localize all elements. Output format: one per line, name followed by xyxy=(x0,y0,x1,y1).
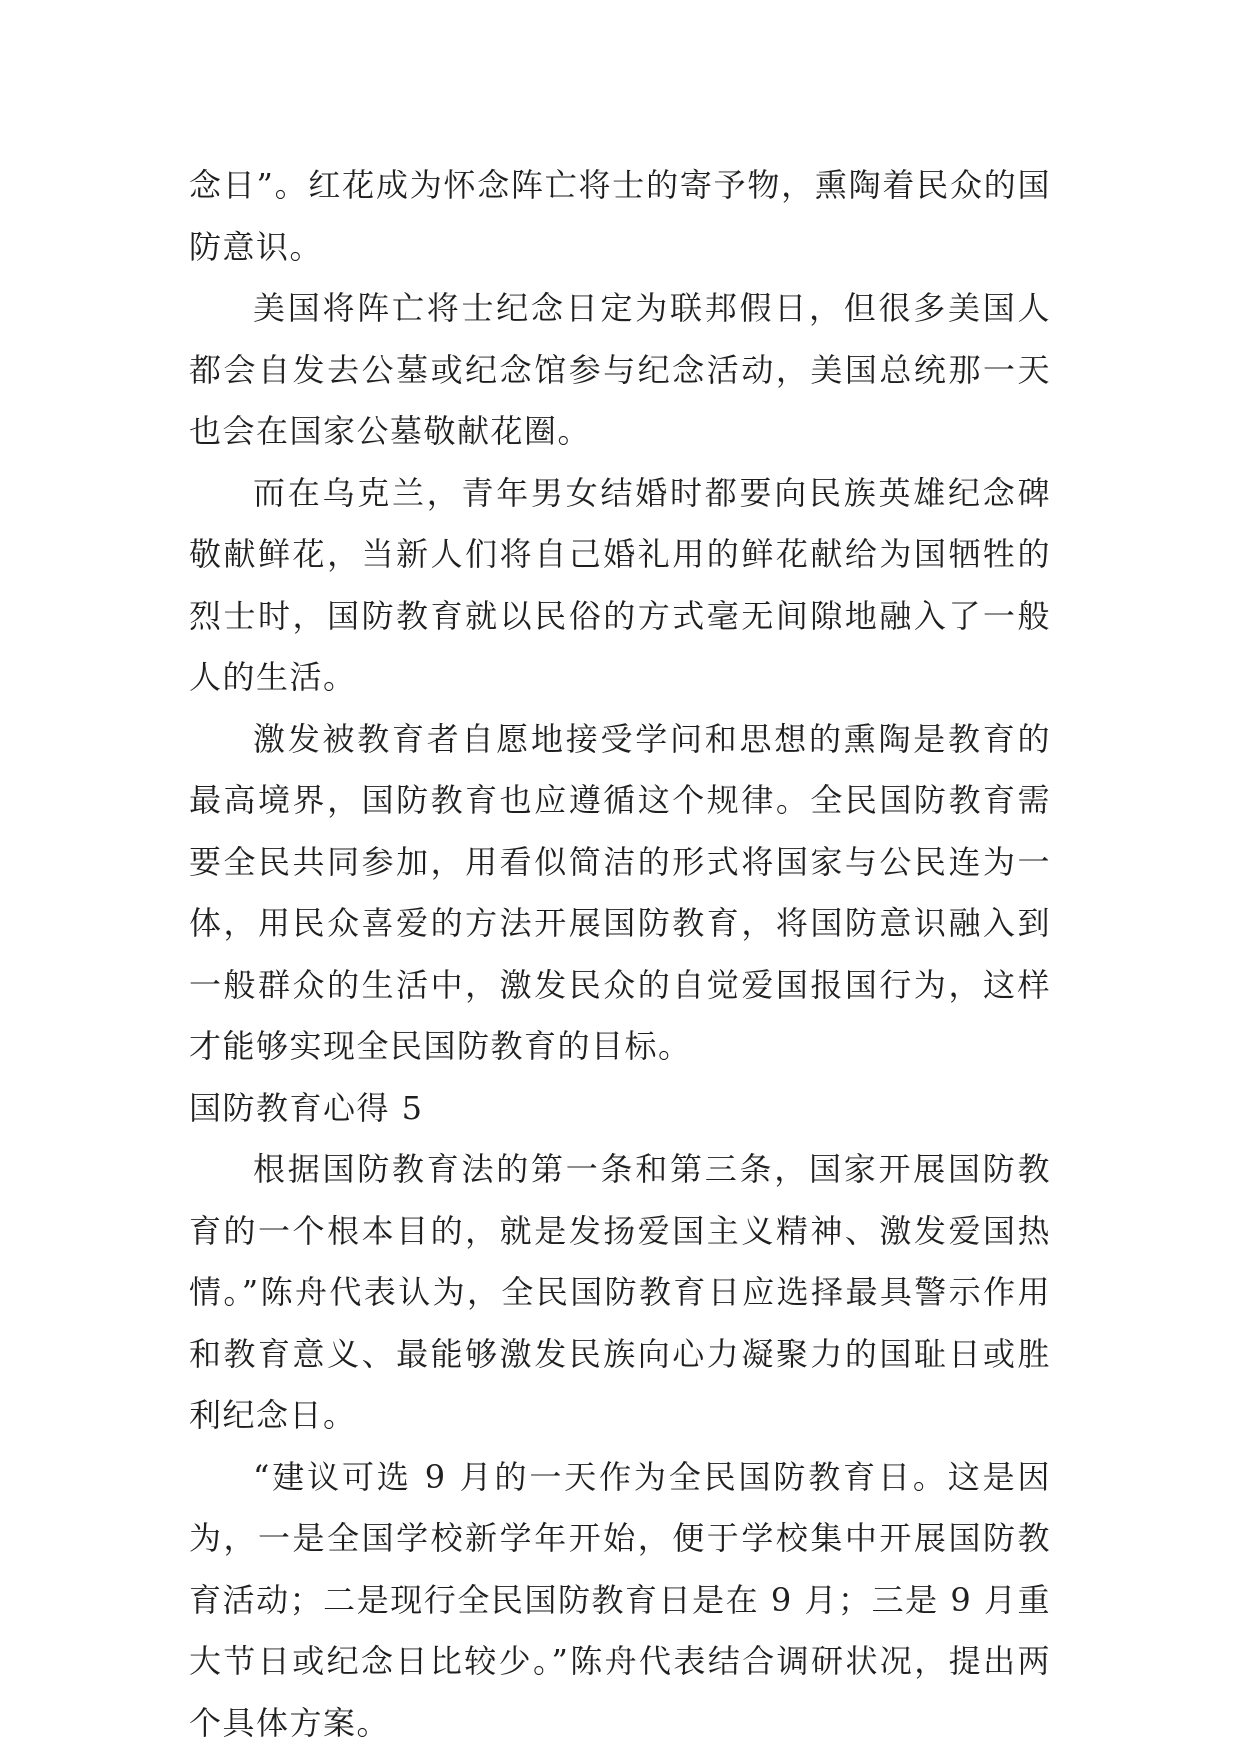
paragraph-2: 美国将阵亡将士纪念日定为联邦假日，但很多美国人都会自发去公墓或纪念馆参与纪念活动，美国总统那一天也会在国家公墓敬献花圈。 xyxy=(189,289,1051,450)
paragraph-6: “建议可选 9 月的一天作为全民国防教育日。这是因为，一是全国学校新学年开始，便于学校集中开展国防教育活动；二是现行全民国防教育日是在 9 月；三是 9 月重大节日或纪念日比较少。”陈舟代表结合调研状况，提出两个具体方案。 xyxy=(189,1457,1051,1742)
document-body xyxy=(189,155,1051,1754)
paragraph-3: 而在乌克兰，青年男女结婚时都要向民族英雄纪念碑敬献鲜花，当新人们将自己婚礼用的鲜花献给为国牺牲的烈士时，国防教育就以民俗的方式毫无间隙地融入了一般人的生活。 xyxy=(189,473,1051,696)
paragraph-4: 激发被教育者自愿地接受学问和思想的熏陶是教育的最高境界，国防教育也应遵循这个规律。全民国防教育需要全民共同参加，用看似简洁的形式将国家与公民连为一体，用民众喜爱的方法开展国防教育，将国防意识融入到一般群众的生活中，激发民众的自觉爱国报国行为，这样才能够实现全民国防教育的目标。 xyxy=(189,719,1051,1065)
paragraph-1: 念日”。红花成为怀念阵亡将士的寄予物，熏陶着民众的国防意识。 xyxy=(189,166,1051,266)
paragraph-5: 根据国防教育法的第一条和第三条，国家开展国防教育的一个根本目的，就是发扬爱国主义精神、激发爱国热情。”陈舟代表认为，全民国防教育日应选择最具警示作用和教育意义、最能够激发民族向心力凝聚力的国耻日或胜利纪念日。 xyxy=(189,1150,1051,1434)
section-heading: 国防教育心得 5 xyxy=(189,1088,424,1127)
